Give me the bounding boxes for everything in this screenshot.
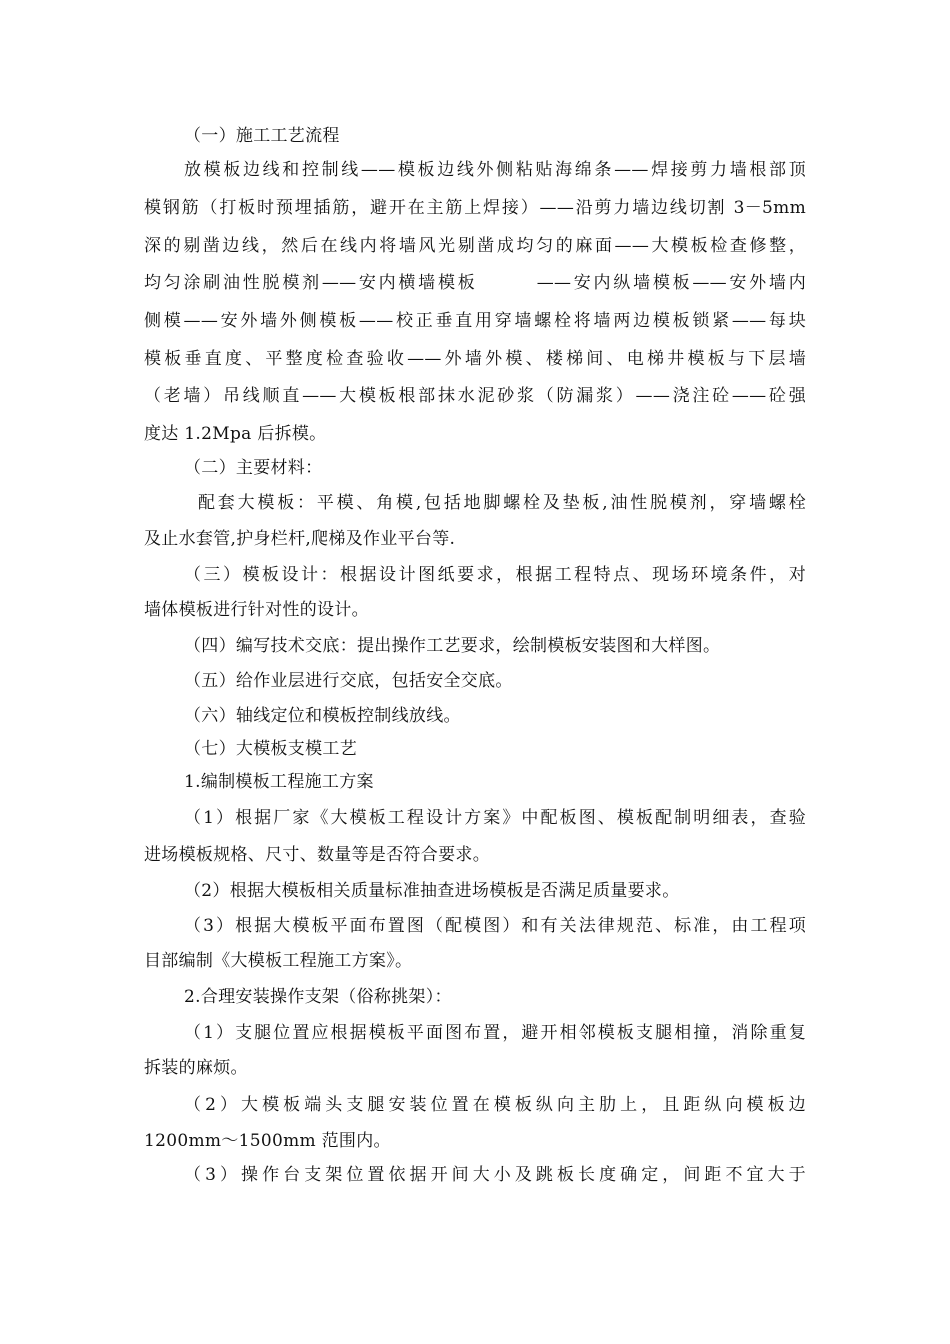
heading-process: （一）施工工艺流程 bbox=[184, 126, 340, 146]
paragraph-line: 模钢筋（打板时预埋插筋，避开在主筋上焊接）——沿剪力墙边线切割 3－5mm bbox=[144, 198, 806, 218]
paragraph-line: （3）根据大模板平面布置图（配模图）和有关法律规范、标准，由工程项 bbox=[184, 916, 806, 936]
paragraph-line: 1200mm～1500mm 范围内。 bbox=[144, 1131, 391, 1151]
heading-work-briefing: （五）给作业层进行交底，包括安全交底。 bbox=[184, 671, 513, 691]
paragraph-line: （2）大模板端头支腿安装位置在模板纵向主肋上，且距纵向模板边 bbox=[184, 1095, 806, 1115]
paragraph-line: （老墙）吊线顺直——大模板根部抹水泥砂浆（防漏浆）——浇注砼——砼强 bbox=[144, 386, 806, 406]
paragraph-line: （3）操作台支架位置依据开间大小及跳板长度确定，间距不宜大于 bbox=[184, 1165, 806, 1185]
paragraph-line: 配套大模板：平模、角模,包括地脚螺栓及垫板,油性脱模剂，穿墙螺栓 bbox=[198, 493, 806, 513]
heading-technical-briefing: （四）编写技术交底：提出操作工艺要求，绘制模板安装图和大样图。 bbox=[184, 636, 721, 656]
heading-axis-positioning: （六）轴线定位和模板控制线放线。 bbox=[184, 706, 461, 726]
heading-materials: （二）主要材料： bbox=[184, 458, 323, 478]
paragraph-line: 均匀涂刷油性脱模剂——安内横墙模板 ——安内纵墙模板——安外墙内 bbox=[144, 273, 806, 293]
subheading-scheme: 1.编制模板工程施工方案 bbox=[184, 772, 374, 792]
paragraph-line: 墙体模板进行针对性的设计。 bbox=[144, 600, 369, 620]
paragraph-line: 模板垂直度、平整度检查验收——外墙外模、楼梯间、电梯井模板与下层墙 bbox=[144, 349, 806, 369]
heading-template-design: （三）模板设计：根据设计图纸要求，根据工程特点、现场环境条件，对 bbox=[184, 565, 806, 585]
paragraph-line: （2）根据大模板相关质量标准抽查进场模板是否满足质量要求。 bbox=[184, 881, 680, 901]
subheading-support: 2.合理安装操作支架（俗称挑架）： bbox=[184, 987, 452, 1007]
paragraph-line: 放模板边线和控制线——模板边线外侧粘贴海绵条——焊接剪力墙根部顶 bbox=[184, 160, 806, 180]
paragraph-line: 目部编制《大模板工程施工方案》。 bbox=[144, 951, 413, 971]
paragraph-line: （1）根据厂家《大模板工程设计方案》中配板图、模板配制明细表，查验 bbox=[184, 808, 806, 828]
paragraph-line: 度达 1.2Mpa 后拆模。 bbox=[144, 424, 327, 444]
paragraph-line: 及止水套管,护身栏杆,爬梯及作业平台等. bbox=[144, 529, 456, 549]
paragraph-line: （1）支腿位置应根据模板平面图布置，避开相邻模板支腿相撞，消除重复 bbox=[184, 1023, 806, 1043]
paragraph-line: 深的剔凿边线，然后在线内将墙风光剔凿成均匀的麻面——大模板检查修整， bbox=[144, 236, 806, 256]
heading-formwork-process: （七）大模板支模工艺 bbox=[184, 739, 357, 759]
paragraph-line: 进场模板规格、尺寸、数量等是否符合要求。 bbox=[144, 845, 490, 865]
paragraph-line: 侧模——安外墙外侧模板——校正垂直用穿墙螺栓将墙两边模板锁紧——每块 bbox=[144, 311, 806, 331]
paragraph-line: 拆装的麻烦。 bbox=[144, 1058, 248, 1078]
